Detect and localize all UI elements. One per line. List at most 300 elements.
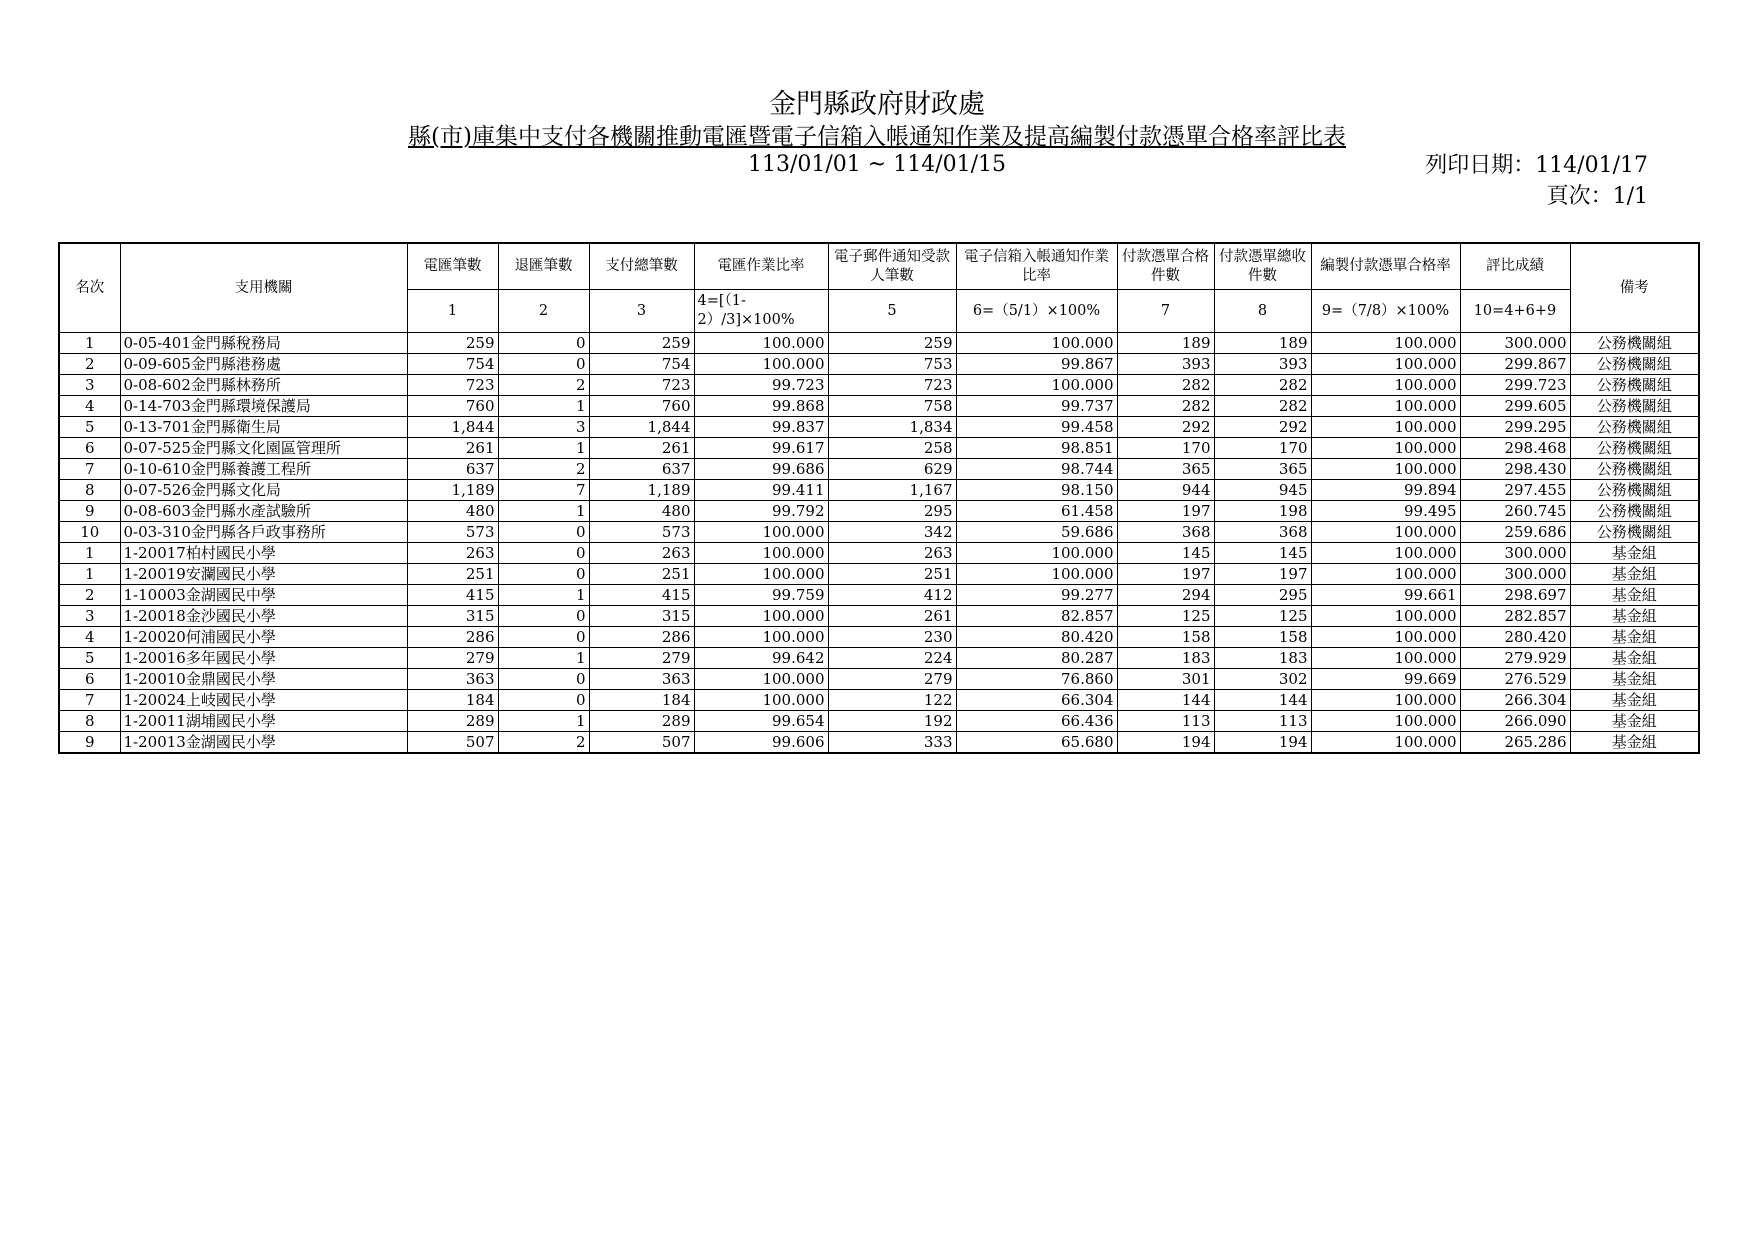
voucher-total-cell: 158 <box>1214 627 1311 648</box>
agency-cell: 0-08-602金門縣林務所 <box>120 375 407 396</box>
total-payments-cell: 184 <box>589 690 694 711</box>
voucher-total-cell: 365 <box>1214 459 1311 480</box>
total-payments-cell: 507 <box>589 732 694 754</box>
return-count-cell: 1 <box>498 438 589 459</box>
print-date: 列印日期：114/01/17 <box>1425 153 1648 178</box>
rank-cell: 5 <box>59 648 120 669</box>
score-cell: 298.468 <box>1460 438 1570 459</box>
score-cell: 300.000 <box>1460 543 1570 564</box>
agency-cell: 0-05-401金門縣稅務局 <box>120 333 407 354</box>
score-cell: 298.430 <box>1460 459 1570 480</box>
email-ratio-cell: 100.000 <box>956 333 1117 354</box>
email-ratio-cell: 99.277 <box>956 585 1117 606</box>
remark-cell: 基金組 <box>1570 627 1699 648</box>
col-score-header: 評比成績 <box>1460 243 1570 290</box>
rank-cell: 1 <box>59 564 120 585</box>
score-cell: 299.605 <box>1460 396 1570 417</box>
wire-ratio-cell: 99.617 <box>694 438 828 459</box>
col-voucher-pass-header: 付款憑單合格件數 <box>1117 243 1214 290</box>
table-row <box>59 606 1699 627</box>
score-cell: 298.697 <box>1460 585 1570 606</box>
return-count-cell: 2 <box>498 375 589 396</box>
voucher-rate-cell: 99.495 <box>1311 501 1460 522</box>
voucher-pass-cell: 292 <box>1117 417 1214 438</box>
email-ratio-cell: 82.857 <box>956 606 1117 627</box>
email-ratio-cell: 99.737 <box>956 396 1117 417</box>
email-ratio-cell: 80.420 <box>956 627 1117 648</box>
col-rank-header: 名次 <box>59 243 120 333</box>
score-cell: 259.686 <box>1460 522 1570 543</box>
remark-cell: 公務機關組 <box>1570 396 1699 417</box>
wire-count-cell: 184 <box>407 690 498 711</box>
agency-cell: 0-03-310金門縣各戶政事務所 <box>120 522 407 543</box>
rank-cell: 4 <box>59 627 120 648</box>
table-row <box>59 375 1699 396</box>
email-notice-cell: 259 <box>828 333 956 354</box>
total-payments-cell: 637 <box>589 459 694 480</box>
remark-cell: 公務機關組 <box>1570 438 1699 459</box>
table-row <box>59 438 1699 459</box>
table-row <box>59 522 1699 543</box>
voucher-rate-cell: 100.000 <box>1311 438 1460 459</box>
voucher-total-cell: 302 <box>1214 669 1311 690</box>
voucher-pass-cell: 944 <box>1117 480 1214 501</box>
wire-ratio-cell: 100.000 <box>694 669 828 690</box>
agency-cell: 0-07-526金門縣文化局 <box>120 480 407 501</box>
remark-cell: 基金組 <box>1570 606 1699 627</box>
remark-cell: 公務機關組 <box>1570 417 1699 438</box>
wire-count-cell: 415 <box>407 585 498 606</box>
table-row <box>59 543 1699 564</box>
email-notice-cell: 342 <box>828 522 956 543</box>
agency-cell: 1-20018金沙國民小學 <box>120 606 407 627</box>
table-row <box>59 480 1699 501</box>
email-notice-cell: 261 <box>828 606 956 627</box>
voucher-rate-cell: 100.000 <box>1311 417 1460 438</box>
voucher-rate-cell: 99.894 <box>1311 480 1460 501</box>
email-ratio-cell: 66.304 <box>956 690 1117 711</box>
wire-ratio-cell: 100.000 <box>694 522 828 543</box>
email-notice-cell: 753 <box>828 354 956 375</box>
voucher-pass-cell: 189 <box>1117 333 1214 354</box>
rank-cell: 8 <box>59 711 120 732</box>
email-ratio-cell: 61.458 <box>956 501 1117 522</box>
wire-ratio-cell: 99.868 <box>694 396 828 417</box>
email-notice-cell: 412 <box>828 585 956 606</box>
email-notice-cell: 723 <box>828 375 956 396</box>
wire-count-cell: 1,844 <box>407 417 498 438</box>
return-count-cell: 1 <box>498 585 589 606</box>
voucher-pass-cell: 393 <box>1117 354 1214 375</box>
wire-ratio-cell: 100.000 <box>694 354 828 375</box>
rank-cell: 6 <box>59 669 120 690</box>
total-payments-cell: 1,844 <box>589 417 694 438</box>
rating-table <box>58 242 1700 754</box>
wire-count-cell: 754 <box>407 354 498 375</box>
col-voucher-total-header: 付款憑單總收件數 <box>1214 243 1311 290</box>
total-payments-cell: 261 <box>589 438 694 459</box>
score-cell: 280.420 <box>1460 627 1570 648</box>
voucher-rate-cell: 99.669 <box>1311 669 1460 690</box>
total-payments-cell: 415 <box>589 585 694 606</box>
total-payments-cell: 363 <box>589 669 694 690</box>
voucher-total-cell: 393 <box>1214 354 1311 375</box>
total-payments-cell: 279 <box>589 648 694 669</box>
wire-count-cell: 261 <box>407 438 498 459</box>
total-payments-cell: 315 <box>589 606 694 627</box>
total-payments-cell: 286 <box>589 627 694 648</box>
score-cell: 282.857 <box>1460 606 1570 627</box>
wire-count-cell: 723 <box>407 375 498 396</box>
voucher-total-cell: 282 <box>1214 375 1311 396</box>
agency-cell: 1-10003金湖國民中學 <box>120 585 407 606</box>
return-count-cell: 1 <box>498 711 589 732</box>
table-row <box>59 648 1699 669</box>
table-row <box>59 627 1699 648</box>
agency-cell: 0-08-603金門縣水產試驗所 <box>120 501 407 522</box>
col-total-payments-header: 支付總筆數 <box>589 243 694 290</box>
rank-cell: 3 <box>59 606 120 627</box>
return-count-cell: 1 <box>498 396 589 417</box>
wire-ratio-cell: 99.759 <box>694 585 828 606</box>
rank-cell: 2 <box>59 585 120 606</box>
wire-ratio-cell: 99.411 <box>694 480 828 501</box>
email-notice-cell: 758 <box>828 396 956 417</box>
email-notice-cell: 263 <box>828 543 956 564</box>
score-cell: 300.000 <box>1460 564 1570 585</box>
rank-cell: 4 <box>59 396 120 417</box>
return-count-cell: 7 <box>498 480 589 501</box>
table-row <box>59 417 1699 438</box>
remark-cell: 公務機關組 <box>1570 459 1699 480</box>
wire-ratio-cell: 99.723 <box>694 375 828 396</box>
page-number: 頁次：1/1 <box>1546 184 1648 209</box>
col-wire-ratio-header: 電匯作業比率 <box>694 243 828 290</box>
total-payments-cell: 723 <box>589 375 694 396</box>
col-email-notice-header: 電子郵件通知受款人筆數 <box>828 243 956 290</box>
email-ratio-cell: 100.000 <box>956 564 1117 585</box>
wire-count-cell: 279 <box>407 648 498 669</box>
score-cell: 260.745 <box>1460 501 1570 522</box>
agency-cell: 1-20017柏村國民小學 <box>120 543 407 564</box>
return-count-cell: 1 <box>498 648 589 669</box>
email-notice-cell: 295 <box>828 501 956 522</box>
agency-cell: 0-09-605金門縣港務處 <box>120 354 407 375</box>
email-ratio-cell: 65.680 <box>956 732 1117 754</box>
return-count-cell: 3 <box>498 417 589 438</box>
formula-10: 10=4+6+9 <box>1460 290 1570 333</box>
agency-cell: 1-20019安瀾國民小學 <box>120 564 407 585</box>
wire-ratio-cell: 100.000 <box>694 564 828 585</box>
wire-count-cell: 363 <box>407 669 498 690</box>
return-count-cell: 0 <box>498 690 589 711</box>
voucher-total-cell: 295 <box>1214 585 1311 606</box>
table-row <box>59 354 1699 375</box>
score-cell: 279.929 <box>1460 648 1570 669</box>
table-row <box>59 690 1699 711</box>
voucher-total-cell: 113 <box>1214 711 1311 732</box>
voucher-rate-cell: 100.000 <box>1311 711 1460 732</box>
rank-cell: 9 <box>59 501 120 522</box>
total-payments-cell: 251 <box>589 564 694 585</box>
voucher-total-cell: 194 <box>1214 732 1311 754</box>
table-row <box>59 732 1699 754</box>
remark-cell: 公務機關組 <box>1570 354 1699 375</box>
voucher-total-cell: 125 <box>1214 606 1311 627</box>
wire-count-cell: 251 <box>407 564 498 585</box>
wire-ratio-cell: 100.000 <box>694 606 828 627</box>
remark-cell: 基金組 <box>1570 543 1699 564</box>
email-ratio-cell: 98.744 <box>956 459 1117 480</box>
rank-cell: 1 <box>59 543 120 564</box>
email-ratio-cell: 98.851 <box>956 438 1117 459</box>
voucher-pass-cell: 197 <box>1117 501 1214 522</box>
return-count-cell: 0 <box>498 564 589 585</box>
agency-cell: 0-14-703金門縣環境保護局 <box>120 396 407 417</box>
email-notice-cell: 122 <box>828 690 956 711</box>
voucher-pass-cell: 113 <box>1117 711 1214 732</box>
email-ratio-cell: 100.000 <box>956 543 1117 564</box>
remark-cell: 公務機關組 <box>1570 480 1699 501</box>
wire-ratio-cell: 100.000 <box>694 543 828 564</box>
voucher-pass-cell: 170 <box>1117 438 1214 459</box>
table-row <box>59 711 1699 732</box>
organization-title: 金門縣政府財政處 <box>769 89 985 120</box>
voucher-pass-cell: 365 <box>1117 459 1214 480</box>
voucher-rate-cell: 100.000 <box>1311 732 1460 754</box>
score-cell: 299.295 <box>1460 417 1570 438</box>
remark-cell: 基金組 <box>1570 585 1699 606</box>
remark-cell: 基金組 <box>1570 732 1699 754</box>
voucher-pass-cell: 158 <box>1117 627 1214 648</box>
remark-cell: 公務機關組 <box>1570 501 1699 522</box>
remark-cell: 基金組 <box>1570 669 1699 690</box>
voucher-pass-cell: 294 <box>1117 585 1214 606</box>
remark-cell: 公務機關組 <box>1570 333 1699 354</box>
score-cell: 266.090 <box>1460 711 1570 732</box>
wire-ratio-cell: 100.000 <box>694 333 828 354</box>
score-cell: 276.529 <box>1460 669 1570 690</box>
total-payments-cell: 480 <box>589 501 694 522</box>
wire-count-cell: 507 <box>407 732 498 754</box>
col-wire-count-header: 電匯筆數 <box>407 243 498 290</box>
email-ratio-cell: 59.686 <box>956 522 1117 543</box>
voucher-pass-cell: 282 <box>1117 375 1214 396</box>
remark-cell: 公務機關組 <box>1570 375 1699 396</box>
formula-1: 1 <box>407 290 498 333</box>
remark-cell: 基金組 <box>1570 648 1699 669</box>
total-payments-cell: 259 <box>589 333 694 354</box>
date-range: 113/01/01 ~ 114/01/15 <box>747 152 1007 177</box>
table-row <box>59 669 1699 690</box>
wire-ratio-cell: 99.837 <box>694 417 828 438</box>
formula-8: 8 <box>1214 290 1311 333</box>
formula-7: 7 <box>1117 290 1214 333</box>
voucher-total-cell: 170 <box>1214 438 1311 459</box>
voucher-pass-cell: 194 <box>1117 732 1214 754</box>
table-row <box>59 585 1699 606</box>
formula-6: 6=（5/1）×100% <box>956 290 1117 333</box>
return-count-cell: 0 <box>498 669 589 690</box>
agency-cell: 1-20016多年國民小學 <box>120 648 407 669</box>
return-count-cell: 0 <box>498 522 589 543</box>
wire-ratio-cell: 100.000 <box>694 627 828 648</box>
score-cell: 299.867 <box>1460 354 1570 375</box>
score-cell: 299.723 <box>1460 375 1570 396</box>
voucher-total-cell: 183 <box>1214 648 1311 669</box>
voucher-pass-cell: 197 <box>1117 564 1214 585</box>
voucher-pass-cell: 125 <box>1117 606 1214 627</box>
remark-cell: 基金組 <box>1570 711 1699 732</box>
email-ratio-cell: 80.287 <box>956 648 1117 669</box>
wire-count-cell: 289 <box>407 711 498 732</box>
score-cell: 266.304 <box>1460 690 1570 711</box>
voucher-total-cell: 292 <box>1214 417 1311 438</box>
return-count-cell: 0 <box>498 354 589 375</box>
col-voucher-rate-header: 編製付款憑單合格率 <box>1311 243 1460 290</box>
voucher-rate-cell: 100.000 <box>1311 627 1460 648</box>
voucher-rate-cell: 99.661 <box>1311 585 1460 606</box>
email-notice-cell: 1,167 <box>828 480 956 501</box>
voucher-total-cell: 198 <box>1214 501 1311 522</box>
voucher-total-cell: 945 <box>1214 480 1311 501</box>
rank-cell: 2 <box>59 354 120 375</box>
formula-9: 9=（7/8）×100% <box>1311 290 1460 333</box>
score-cell: 265.286 <box>1460 732 1570 754</box>
report-title: 縣(市)庫集中支付各機關推動電匯暨電子信箱入帳通知作業及提高編製付款憑單合格率評比表 <box>408 124 1346 150</box>
rank-cell: 7 <box>59 690 120 711</box>
voucher-pass-cell: 301 <box>1117 669 1214 690</box>
agency-cell: 0-07-525金門縣文化園區管理所 <box>120 438 407 459</box>
wire-count-cell: 286 <box>407 627 498 648</box>
wire-count-cell: 573 <box>407 522 498 543</box>
voucher-rate-cell: 100.000 <box>1311 354 1460 375</box>
email-ratio-cell: 99.867 <box>956 354 1117 375</box>
score-cell: 297.455 <box>1460 480 1570 501</box>
voucher-rate-cell: 100.000 <box>1311 648 1460 669</box>
voucher-rate-cell: 100.000 <box>1311 396 1460 417</box>
voucher-rate-cell: 100.000 <box>1311 564 1460 585</box>
table-body <box>59 333 1699 754</box>
wire-ratio-cell: 99.654 <box>694 711 828 732</box>
return-count-cell: 2 <box>498 732 589 754</box>
email-notice-cell: 333 <box>828 732 956 754</box>
rank-cell: 5 <box>59 417 120 438</box>
table-row <box>59 333 1699 354</box>
return-count-cell: 0 <box>498 333 589 354</box>
total-payments-cell: 754 <box>589 354 694 375</box>
agency-cell: 1-20013金湖國民小學 <box>120 732 407 754</box>
wire-ratio-cell: 99.606 <box>694 732 828 754</box>
formula-4: 4=[（1-2）/3]×100% <box>694 290 828 333</box>
agency-cell: 1-20011湖埔國民小學 <box>120 711 407 732</box>
total-payments-cell: 573 <box>589 522 694 543</box>
rank-cell: 3 <box>59 375 120 396</box>
return-count-cell: 0 <box>498 543 589 564</box>
rank-cell: 8 <box>59 480 120 501</box>
rank-cell: 6 <box>59 438 120 459</box>
voucher-rate-cell: 100.000 <box>1311 543 1460 564</box>
voucher-rate-cell: 100.000 <box>1311 690 1460 711</box>
total-payments-cell: 263 <box>589 543 694 564</box>
return-count-cell: 2 <box>498 459 589 480</box>
table-row <box>59 564 1699 585</box>
email-notice-cell: 629 <box>828 459 956 480</box>
voucher-total-cell: 144 <box>1214 690 1311 711</box>
formula-3: 3 <box>589 290 694 333</box>
voucher-total-cell: 197 <box>1214 564 1311 585</box>
email-ratio-cell: 100.000 <box>956 375 1117 396</box>
wire-count-cell: 637 <box>407 459 498 480</box>
voucher-pass-cell: 145 <box>1117 543 1214 564</box>
voucher-pass-cell: 144 <box>1117 690 1214 711</box>
table-row <box>59 501 1699 522</box>
return-count-cell: 0 <box>498 606 589 627</box>
header-row-names <box>59 243 1699 290</box>
total-payments-cell: 1,189 <box>589 480 694 501</box>
rank-cell: 10 <box>59 522 120 543</box>
email-notice-cell: 230 <box>828 627 956 648</box>
voucher-pass-cell: 183 <box>1117 648 1214 669</box>
email-notice-cell: 251 <box>828 564 956 585</box>
voucher-rate-cell: 100.000 <box>1311 333 1460 354</box>
wire-count-cell: 263 <box>407 543 498 564</box>
wire-count-cell: 315 <box>407 606 498 627</box>
remark-cell: 公務機關組 <box>1570 522 1699 543</box>
wire-ratio-cell: 99.792 <box>694 501 828 522</box>
voucher-total-cell: 368 <box>1214 522 1311 543</box>
col-agency-header: 支用機關 <box>120 243 407 333</box>
total-payments-cell: 289 <box>589 711 694 732</box>
col-return-count-header: 退匯筆數 <box>498 243 589 290</box>
rank-cell: 9 <box>59 732 120 754</box>
voucher-total-cell: 189 <box>1214 333 1311 354</box>
remark-cell: 基金組 <box>1570 564 1699 585</box>
email-notice-cell: 192 <box>828 711 956 732</box>
email-ratio-cell: 98.150 <box>956 480 1117 501</box>
col-remark-header: 備考 <box>1570 243 1699 333</box>
agency-cell: 0-13-701金門縣衛生局 <box>120 417 407 438</box>
wire-count-cell: 480 <box>407 501 498 522</box>
email-notice-cell: 258 <box>828 438 956 459</box>
voucher-rate-cell: 100.000 <box>1311 459 1460 480</box>
agency-cell: 0-10-610金門縣養護工程所 <box>120 459 407 480</box>
voucher-pass-cell: 368 <box>1117 522 1214 543</box>
wire-count-cell: 1,189 <box>407 480 498 501</box>
voucher-pass-cell: 282 <box>1117 396 1214 417</box>
wire-ratio-cell: 99.686 <box>694 459 828 480</box>
email-ratio-cell: 99.458 <box>956 417 1117 438</box>
rank-cell: 1 <box>59 333 120 354</box>
formula-2: 2 <box>498 290 589 333</box>
voucher-rate-cell: 100.000 <box>1311 375 1460 396</box>
wire-count-cell: 259 <box>407 333 498 354</box>
email-ratio-cell: 76.860 <box>956 669 1117 690</box>
agency-cell: 1-20020何浦國民小學 <box>120 627 407 648</box>
email-notice-cell: 1,834 <box>828 417 956 438</box>
total-payments-cell: 760 <box>589 396 694 417</box>
rank-cell: 7 <box>59 459 120 480</box>
voucher-total-cell: 282 <box>1214 396 1311 417</box>
wire-ratio-cell: 100.000 <box>694 690 828 711</box>
voucher-rate-cell: 100.000 <box>1311 606 1460 627</box>
remark-cell: 基金組 <box>1570 690 1699 711</box>
col-email-ratio-header: 電子信箱入帳通知作業比率 <box>956 243 1117 290</box>
agency-cell: 1-20024上岐國民小學 <box>120 690 407 711</box>
wire-ratio-cell: 99.642 <box>694 648 828 669</box>
return-count-cell: 0 <box>498 627 589 648</box>
formula-5: 5 <box>828 290 956 333</box>
